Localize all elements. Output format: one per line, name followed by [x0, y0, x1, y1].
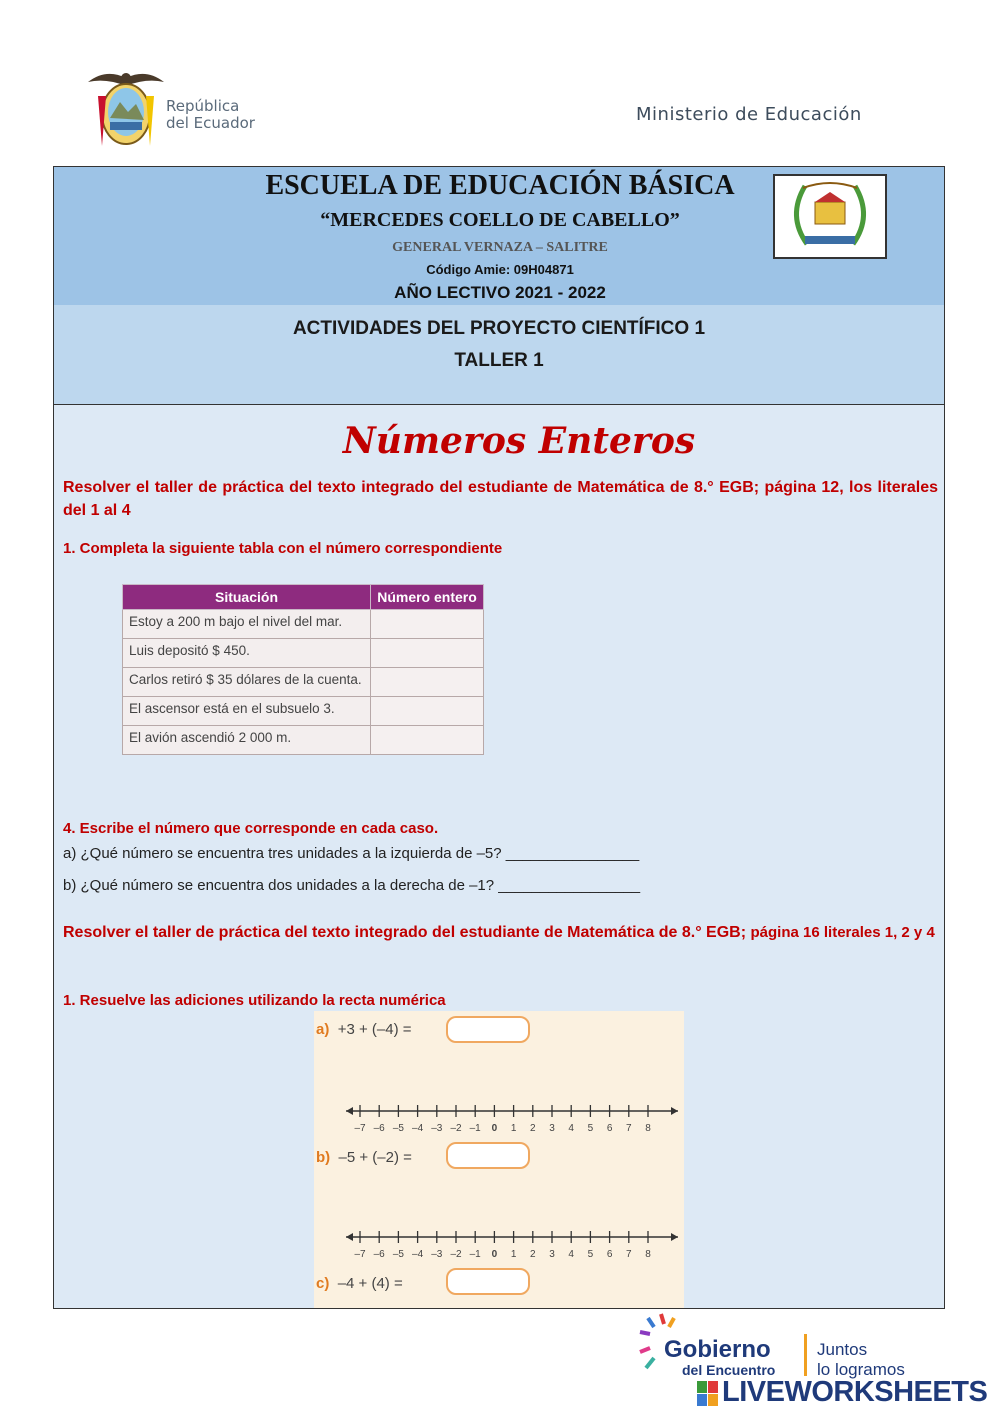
footer-divider [804, 1334, 807, 1376]
situation-cell: El avión ascendió 2 000 m. [123, 726, 371, 755]
question-4: 4. Escribe el número que corresponde en cada caso. [63, 820, 439, 837]
instruction-2 [63, 921, 938, 944]
number-line-label: –1 [469, 1123, 481, 1134]
table-header-integer: Número entero [371, 585, 484, 610]
table-row [123, 668, 484, 697]
number-line-label: –6 [373, 1249, 385, 1260]
number-line-label: 2 [530, 1123, 536, 1134]
answer-cell[interactable] [371, 610, 484, 639]
school-year: AÑO LECTIVO 2021 - 2022 [394, 283, 606, 302]
situation-cell: Estoy a 200 m bajo el nivel del mar. [123, 610, 371, 639]
number-line-a [344, 1101, 684, 1137]
situation-cell: Luis depositó $ 450. [123, 639, 371, 668]
number-line-label: –7 [354, 1123, 366, 1134]
exercise-b: b) –5 + (–2) = [316, 1149, 412, 1166]
number-line-label: 5 [587, 1123, 594, 1134]
integer-situation-table [122, 584, 484, 755]
liveworksheets-logo: LIVEWORKSHEETS [722, 1376, 988, 1408]
number-line-label: 0 [491, 1123, 498, 1134]
question-5: 1. Resuelve las adiciones utilizando la recta numérica [63, 992, 446, 1009]
number-line-label: 7 [626, 1123, 632, 1134]
instruction-2-tail: página 16 literales 1, 2 y 4 [750, 924, 935, 941]
activity-title: ACTIVIDADES DEL PROYECTO CIENTÍFICO 1 [292, 318, 706, 339]
number-line-label: 3 [549, 1249, 555, 1260]
number-line-label: –1 [469, 1249, 481, 1260]
answer-box-b[interactable] [446, 1142, 530, 1169]
question-1: 1. Completa la siguiente tabla con el número correspondiente [63, 540, 503, 557]
number-line-label: 6 [606, 1249, 613, 1260]
school-title: ESCUELA DE EDUCACIÓN BÁSICA [265, 170, 735, 201]
number-line-label: 4 [568, 1249, 574, 1260]
number-line-label: –4 [412, 1123, 424, 1134]
number-line-label: –6 [373, 1123, 385, 1134]
number-line-b [344, 1227, 684, 1263]
question-4b: b) ¿Qué número se encuentra dos unidades a la derecha de –1? _________________ [63, 877, 641, 894]
number-line-label: –5 [392, 1123, 404, 1134]
table-header-situation: Situación [123, 585, 371, 610]
number-line-label: –5 [392, 1249, 404, 1260]
table-row [123, 639, 484, 668]
number-line-label: 8 [645, 1249, 651, 1260]
number-line-label: 6 [606, 1123, 613, 1134]
juntos-label: Juntos lo logramos [817, 1340, 905, 1379]
number-line-label: –2 [450, 1123, 462, 1134]
answer-cell[interactable] [371, 668, 484, 697]
school-code: Código Amie: 09H04871 [426, 262, 574, 277]
ecuador-coat-of-arms-icon [86, 66, 166, 152]
number-line-arrow [346, 1107, 353, 1115]
answer-box-a[interactable] [446, 1016, 530, 1043]
live-badge-icon [697, 1381, 719, 1407]
table-row [123, 697, 484, 726]
exercise-a: a) +3 + (–4) = [316, 1021, 412, 1038]
encuentro-label: del Encuentro [682, 1362, 776, 1378]
exercise-c: c) –4 + (4) = [316, 1275, 403, 1292]
situation-cell: El ascensor está en el subsuelo 3. [123, 697, 371, 726]
table-row [123, 610, 484, 639]
number-line-label: –7 [354, 1249, 366, 1260]
school-name: “MERCEDES COELLO DE CABELLO” [320, 209, 680, 231]
number-line-arrow [671, 1107, 678, 1115]
number-line-label: –4 [412, 1249, 424, 1260]
activity-subtitle: TALLER 1 [454, 350, 544, 371]
school-logo [773, 174, 887, 259]
number-line-label: 1 [510, 1249, 517, 1260]
answer-cell[interactable] [371, 726, 484, 755]
question-4a: a) ¿Qué número se encuentra tres unidades a la izquierda de –5? ________________ [63, 845, 640, 862]
republic-label: República del Ecuador [166, 97, 255, 132]
answer-cell[interactable] [371, 697, 484, 726]
ministry-label: Ministerio de Educación [636, 104, 862, 125]
situation-cell: Carlos retiró $ 35 dólares de la cuenta. [123, 668, 371, 697]
instruction-1: Resolver el taller de práctica del texto integrado del estudiante de Matemática de 8.° EGB; página 12, los literales del 1 al 4 [63, 479, 938, 519]
number-line-label: –3 [431, 1123, 443, 1134]
school-emblem-icon [775, 176, 885, 257]
number-line-label: 8 [645, 1123, 651, 1134]
school-location: GENERAL VERNAZA – SALITRE [392, 240, 608, 255]
number-line-label: 3 [549, 1123, 555, 1134]
number-line-exercises [314, 1011, 684, 1308]
number-line-arrow [671, 1233, 678, 1241]
number-line-label: 5 [587, 1249, 594, 1260]
number-line-label: –2 [450, 1249, 462, 1260]
number-line-arrow [346, 1233, 353, 1241]
table-row [123, 726, 484, 755]
number-line-label: 4 [568, 1123, 574, 1134]
number-line-label: –3 [431, 1249, 443, 1260]
answer-box-c[interactable] [446, 1268, 530, 1295]
number-line-label: 0 [491, 1249, 498, 1260]
gobierno-label: Gobierno [664, 1336, 771, 1363]
main-title: Números Enteros [342, 420, 696, 462]
number-line-label: 2 [530, 1249, 536, 1260]
number-line-label: 1 [510, 1123, 517, 1134]
instruction-2-main: Resolver el taller de práctica del texto integrado del estudiante de Matemática de 8.° EGB; [63, 924, 747, 941]
answer-cell[interactable] [371, 639, 484, 668]
number-line-label: 7 [626, 1249, 632, 1260]
